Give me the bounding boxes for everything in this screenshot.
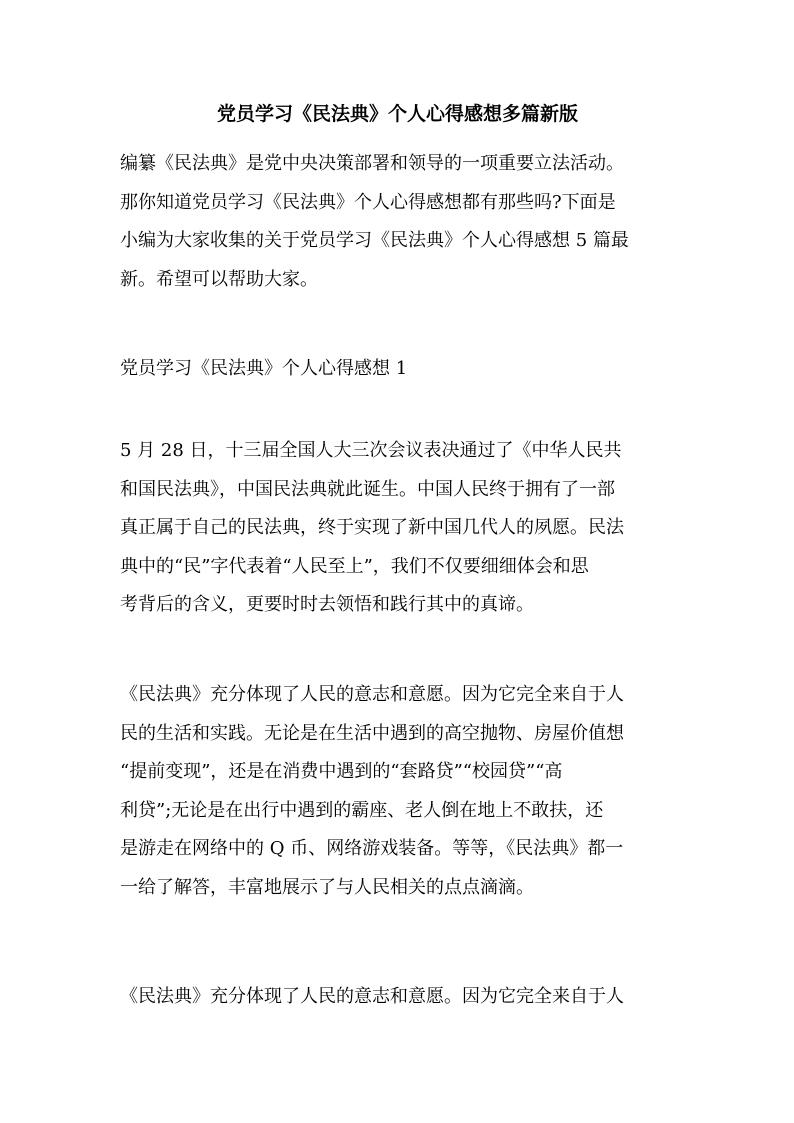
section-heading-text: 党员学习《民法典》个人心得感想 1 (120, 358, 408, 379)
paragraph-line: 民的生活和实践。无论是在生活中遇到的高空抛物、房屋价值想 (120, 722, 624, 744)
intro-line: 那你知道党员学习《民法典》个人心得感想都有那些吗?下面是 (120, 191, 616, 213)
section-heading (120, 350, 680, 389)
paragraph-line: 利贷”;无论是在出行中遇到的霸座、老人倒在地上不敢扶，还 (120, 799, 604, 821)
intro-line: 编纂《民法典》是党中央决策部署和领导的一项重要立法活动。 (120, 153, 624, 174)
paragraph-line: 《民法典》充分体现了人民的意志和意愿。因为它完全来自于人 (120, 684, 624, 705)
document-title: 党员学习《民法典》个人心得感想多篇新版 (216, 103, 578, 125)
paragraph-line: 一给了解答，丰富地展示了与人民相关的点点滴滴。 (120, 876, 534, 898)
intro-paragraph (120, 145, 680, 299)
paragraph-line: 考背后的含义，更要时时去领悟和践行其中的真谛。 (120, 594, 534, 615)
intro-line: 小编为大家收集的关于党员学习《民法典》个人心得感想 5 篇最 (120, 230, 629, 251)
paragraph-line: “提前变现”，还是在消费中遇到的“套路贷”“校园贷”“高 (120, 761, 563, 782)
intro-line: 新。希望可以帮助大家。 (120, 268, 318, 290)
paragraph-1 (120, 432, 680, 625)
paragraph-line: 是游走在网络中的 Q 币、网络游戏装备。等等，《民法典》都一 (120, 838, 624, 859)
paragraph-2 (120, 676, 680, 907)
paragraph-3 (120, 978, 680, 1017)
paragraph-line: 和国民法典》，中国民法典就此诞生。中国人民终于拥有了一部 (120, 478, 615, 500)
paragraph-line: 5 月 28 日，十三届全国人大三次会议表决通过了《中华人民共 (120, 440, 622, 461)
paragraph-line: 《民法典》充分体现了人民的意志和意愿。因为它完全来自于人 (120, 986, 624, 1007)
paragraph-line: 典中的“民”字代表着“人民至上”，我们不仅要细细体会和思 (120, 555, 589, 577)
paragraph-line: 真正属于自己的民法典，终于实现了新中国几代人的夙愿。民法 (120, 517, 624, 538)
